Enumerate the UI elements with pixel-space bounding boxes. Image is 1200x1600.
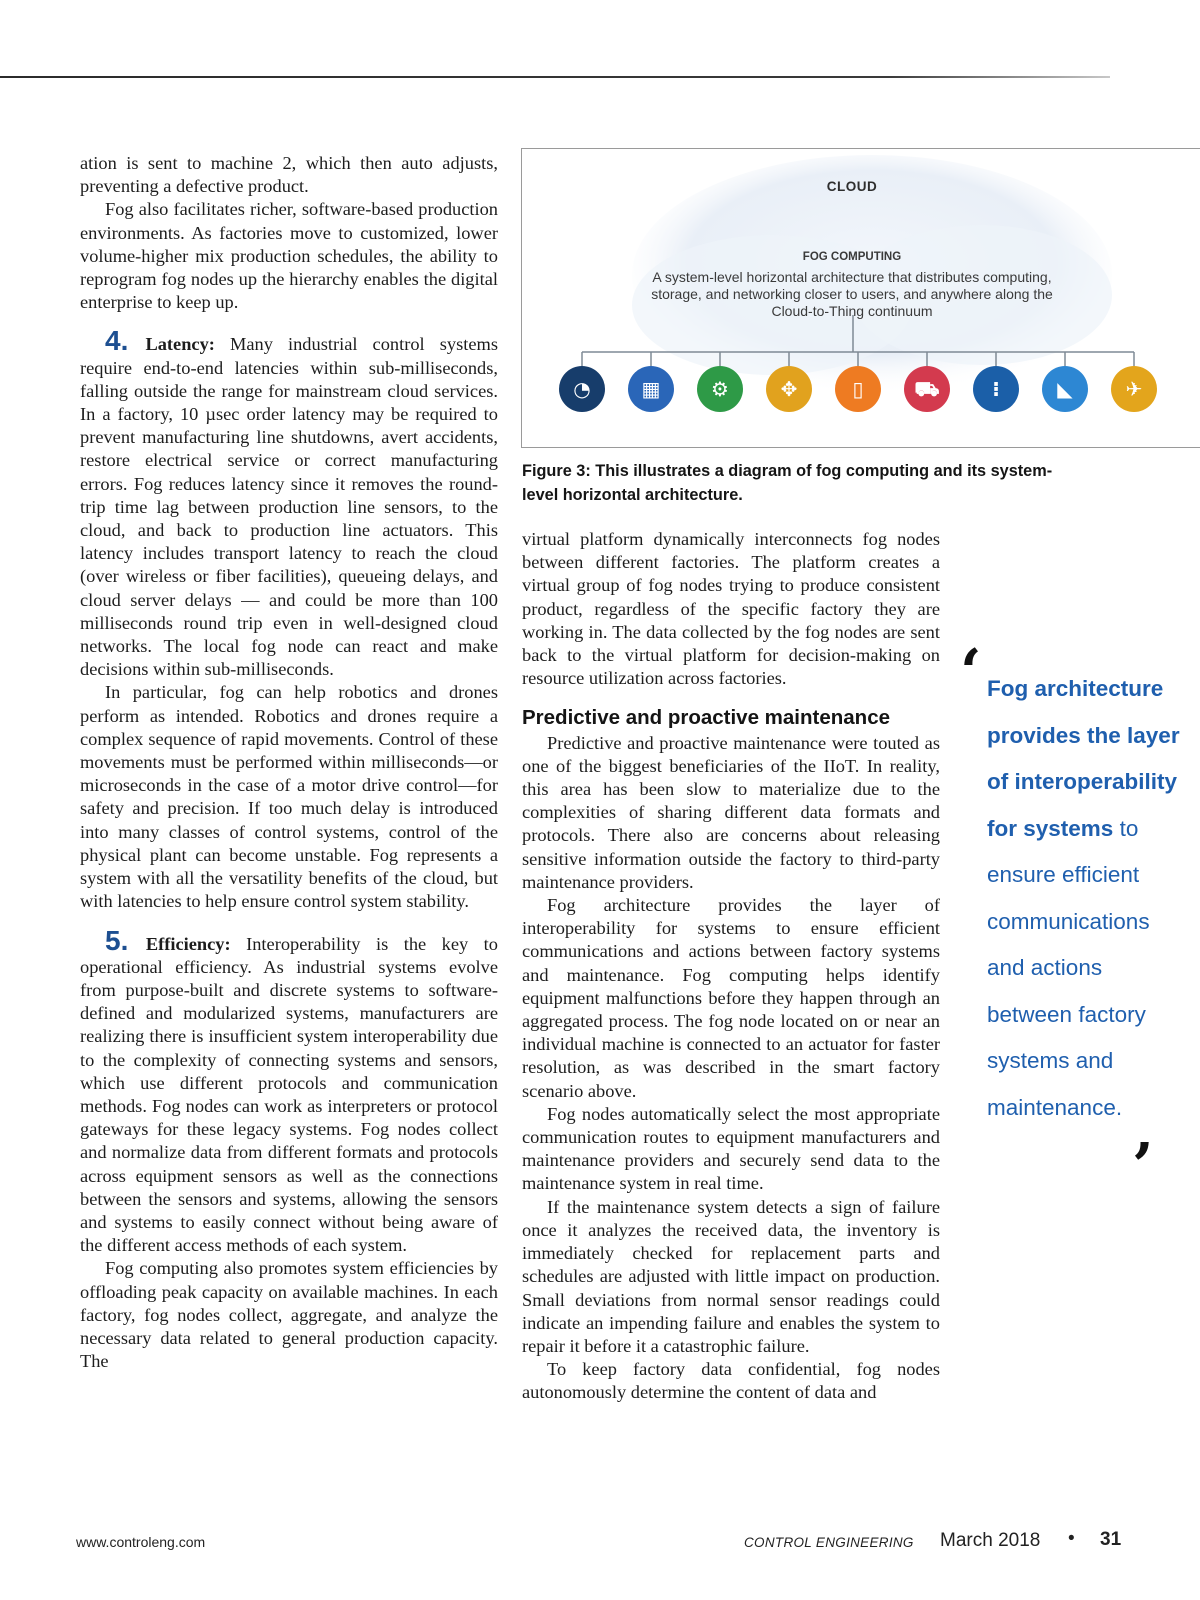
svg-text:⛟: ⛟ [914, 377, 940, 401]
svg-text:▦: ▦ [641, 377, 661, 401]
paragraph: If the maintenance system detects a sign of failure once it analyzes the received data, the inventory is immediately checked for replacement parts and schedules are adjusted with little impact on production. Small deviations from normal sensor readings could indicate an impending failure and enables the system to repair it before it a catastrophic failure. [522, 1196, 940, 1356]
open-quote-mark: ‘ [960, 635, 982, 708]
svg-text:◔: ◔ [573, 377, 591, 401]
airplane-icon [1111, 366, 1157, 412]
car-icon [904, 366, 950, 412]
paragraph-efficiency [80, 924, 498, 1258]
svg-text:✈: ✈ [1125, 377, 1143, 401]
svg-text:◣: ◣ [1057, 377, 1073, 401]
smartphone-icon [835, 366, 881, 412]
paragraph: To keep factory data confidential, fog nodes autonomously determine the content of data and [522, 1359, 940, 1403]
paragraph-text: Many industrial control systems require end-to-end latencies within sub-milliseconds, falling outside the range for mainstream cloud services. In a factory, 10 µsec order latency may be required to prevent manufacturing line shutdowns, avert accidents, restore electrical service or correct manufacturing errors. Fog reduces latency since it removes the round-trip time lag between production line sensors, to the cloud, and back to production line actuators. This latency includes transport latency to reach the cloud (over wireless or fiber facilities), queueing delays, and cloud server delays — and could be more than 100 milliseconds round trip even in well-designed cloud networks. The local fog node can react and make decisions within sub-milliseconds. [80, 334, 498, 680]
footer-magazine-name: CONTROL ENGINEERING [744, 1535, 914, 1550]
speedometer-icon [559, 366, 605, 412]
svg-text:✥: ✥ [780, 377, 798, 401]
cloud-label: CLOUD [826, 179, 878, 194]
left-text-column [80, 152, 498, 1373]
node-tree [522, 149, 1200, 447]
paragraph: Fog also facilitates richer, software-based production environments. As factories move to customized, lower volume-higher mix production schedules, the ability to reprogram fog nodes up the hierarchy enables the digital enterprise to keep up. [80, 199, 498, 313]
paragraph-text: Interoperability is the key to operational efficiency. As industrial systems evolve from purpose-built and discrete systems to software-defined and modularized systems, manufacturers are realizing there is insufficient system interoperability due to the complexity of connecting systems and sensors, which use different protocols and communication methods. Fog nodes can work as interpreters or protocol gateways for these legacy systems. Fog nodes collect and normalize data from different formats and protocols across equipment sensors as well as the connections between the sensors and systems, allowing the sensors and systems to easily connect without being aware of the different access methods of each system. [80, 933, 498, 1256]
pull-quote-bold: Fog architecture provides the layer of interoperability for systems [987, 676, 1180, 841]
paragraph: Fog architecture provides the layer of interoperability for systems to ensure efficient communications and actions between factory systems and maintenance. Fog computing helps identify equipment malfunctions before they happen through an aggregated process. The fog node located on or near an individual machine is connected to an actuator for faster resolution, as was described in the smart factory scenario above. [522, 895, 940, 1101]
paragraph: Fog nodes automatically select the most appropriate communication routes to equipment manufacturers and maintenance providers and securely send data to the maintenance system in real time. [522, 1103, 940, 1194]
close-quote-mark: ’ [1132, 1129, 1154, 1202]
fog-computing-title: FOG COMPUTING [802, 251, 902, 263]
run-in-heading: Latency: [145, 334, 215, 355]
drone-icon [766, 366, 812, 412]
fog-computing-description: A system-level horizontal architecture that distributes computing, storage, and networking closer to users, and anywhere along the Cloud-to-Thing continuum [651, 269, 1053, 319]
svg-text:▯: ▯ [852, 377, 864, 401]
pull-quote-text [987, 666, 1187, 1131]
svg-text:⚙: ⚙ [711, 377, 729, 401]
paragraph: Fog computing also promotes system efficiencies by offloading peak capacity on available machines. In each factory, fog nodes collect, aggregate, and analyze the necessary data related to general production capacity. The [80, 1258, 498, 1372]
list-number: 4. [105, 325, 129, 357]
paragraph-latency [80, 325, 498, 681]
section-heading: Predictive and proactive maintenance [522, 706, 890, 730]
security-camera-icon [1042, 366, 1088, 412]
figure-caption: Figure 3: This illustrates a diagram of fog computing and its system-level horizontal architecture. [522, 462, 1053, 504]
middle-text-column [522, 528, 940, 1405]
list-number: 5. [105, 924, 129, 956]
footer-url: www.controleng.com [76, 1534, 206, 1550]
paragraph: virtual platform dynamically interconnects fog nodes between different factories. The platform creates a virtual group of fog nodes trying to produce consistent product, regardless of the specific factory they are working in. The data collected by the fog nodes are sent back to the virtual platform for decision-making on resource utilization across factories. [522, 529, 940, 689]
fog-computing-figure [521, 148, 1200, 448]
footer-bullet: • [1068, 1528, 1075, 1549]
robot-arm-icon [697, 366, 743, 412]
footer-date: March 2018 [940, 1530, 1041, 1551]
run-in-heading: Efficiency: [145, 933, 231, 954]
paragraph: In particular, fog can help robotics and drones perform as intended. Robotics and drones require a complex sequence of rapid movements. Control of these movements must be performed within milliseconds—or microseconds in the case of a motor drive control—for safety and precision. If too much delay is introduced into many classes of control systems, control of the physical plant can become unstable. Fog represents a system with all the versatility benefits of the cloud, but with latencies to help ensure control system stability. [80, 682, 498, 912]
buildings-icon [628, 366, 674, 412]
paragraph: ation is sent to machine 2, which then auto adjusts, preventing a defective product. [80, 153, 498, 197]
svg-text:⁝: ⁝ [992, 377, 1000, 401]
traffic-light-icon [973, 366, 1019, 412]
pull-quote-regular: to ensure efficient communications and actions between factory systems and maintenance. [987, 815, 1150, 1120]
paragraph: Predictive and proactive maintenance were touted as one of the biggest beneficiaries of the IIoT. In reality, this area has been slow to materialize due to the complexities of sharing different data formats and protocols. There also are concerns about releasing sensitive information outside the factory to third-party maintenance providers. [522, 732, 940, 892]
page-number: 31 [1100, 1529, 1122, 1550]
header-rule [0, 76, 1110, 78]
